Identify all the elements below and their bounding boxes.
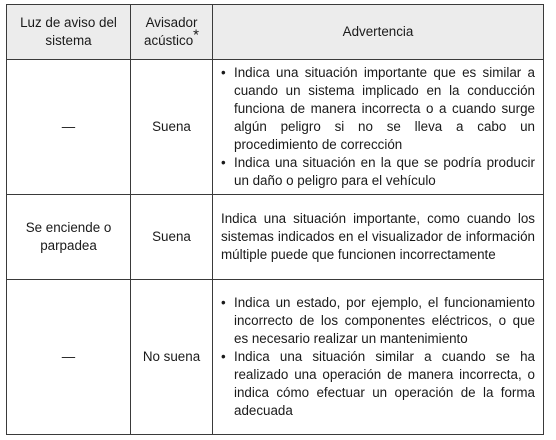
table-row: [7, 60, 544, 195]
warning-bullet-list: [221, 294, 535, 420]
table-row: [7, 280, 544, 435]
warning-cell: [213, 60, 544, 195]
system-light-cell: —: [7, 280, 131, 435]
header-system-light: Luz de aviso del sistema: [7, 5, 131, 60]
buzzer-cell: Suena: [131, 60, 213, 195]
header-buzzer-label: Avisador acústico: [144, 15, 198, 48]
warning-bullet: • Indica una situación similar a cuando se ha realizado una operación de manera incorrecta, o indica cómo efectuar un operación de la forma adecuada: [221, 348, 535, 420]
warning-cell: [213, 280, 544, 435]
warning-bullet: • Indica una situación en la que se podría producir un daño o peligro para el vehículo: [221, 154, 535, 190]
footnote-asterisk: *: [193, 26, 199, 44]
buzzer-cell: Suena: [131, 195, 213, 280]
warning-cell: Indica una situación importante, como cuando los sistemas indicados en el visualizador de información múltiple puede que funcionen incorrectamente: [213, 195, 544, 280]
buzzer-cell: No suena: [131, 280, 213, 435]
header-row: [7, 5, 544, 60]
warning-bullet: • Indica una situación importante que es similar a cuando un sistema implicado en la conducción funciona de manera incorrecta o a cuando surge algún peligro si no se lleva a cabo un procedimiento de corrección: [221, 64, 535, 154]
system-light-cell: Se enciende o parpadea: [7, 195, 131, 280]
system-light-cell: —: [7, 60, 131, 195]
header-buzzer: [131, 5, 213, 60]
warning-bullet-list: [221, 64, 535, 190]
warning-table: [6, 4, 544, 435]
header-warning: Advertencia: [213, 5, 544, 60]
warning-bullet: • Indica un estado, por ejemplo, el funcionamiento incorrecto de los componentes eléctricos, o que es necesario realizar un mantenimiento: [221, 294, 535, 348]
table-row: [7, 195, 544, 280]
